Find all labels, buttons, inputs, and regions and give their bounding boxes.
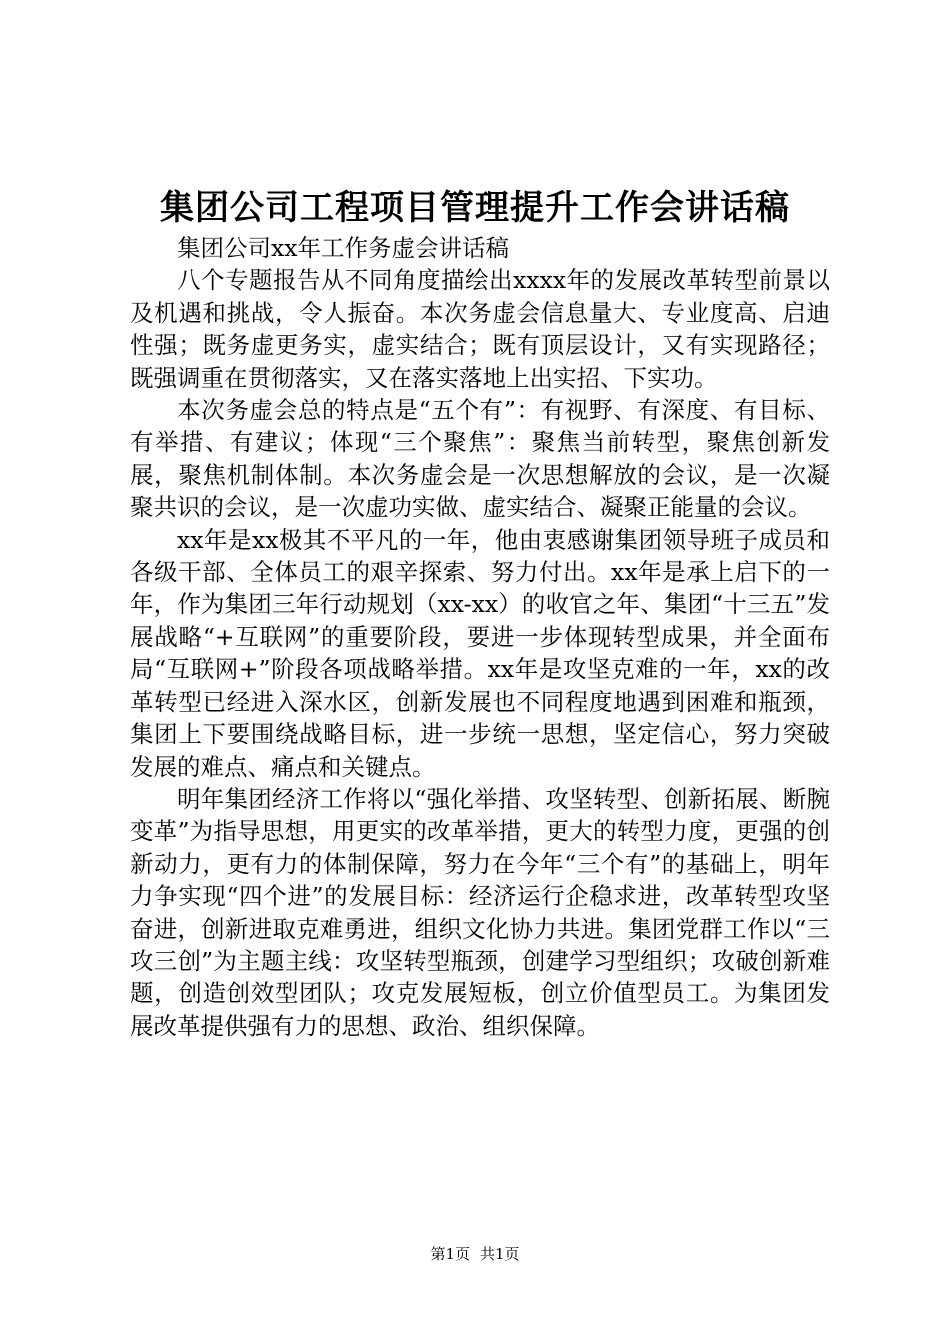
paragraph: 本次务虚会总的特点是“五个有”：有视野、有深度、有目标、有举措、有建议；体现“三个聚焦”：聚焦当前转型，聚焦创新发展，聚焦机制体制。本次务虚会是一次思想解放的会议，是一次凝聚共识的会议，是一次虚功实做、虚实结合、凝聚正能量的会议。 <box>130 396 830 522</box>
page-number-total: 共1页 <box>480 1245 520 1263</box>
paragraph: 明年集团经济工作将以“强化举措、攻坚转型、创新拓展、断腕变革”为指导思想，用更实的改革举措，更大的转型力度，更强的创新动力，更有力的体制保障，努力在今年“三个有”的基础上，明年力争实现“四个进”的发展目标：经济运行企稳求进，改革转型攻坚奋进，创新进取克难勇进，组织文化协力共进。集团党群工作以“三攻三创”为主题主线：攻坚转型瓶颈，创建学习型组织；攻破创新难题，创造创效型团队；攻克发展短板，创立价值型员工。为集团发展改革提供强有力的思想、政治、组织保障。 <box>130 784 830 1040</box>
paragraph: 八个专题报告从不同角度描绘出xxxx年的发展改革转型前景以及机遇和挑战，令人振奋。本次务虚会信息量大、专业度高、启迪性强；既务虚更务实，虚实结合；既有顶层设计，又有实现路径；既强调重在贯彻落实，又在落实落地上出实招、下实功。 <box>130 266 830 392</box>
paragraph: xx年是xx极其不平凡的一年，他由衷感谢集团领导班子成员和各级干部、全体员工的艰辛探索、努力付出。xx年是承上启下的一年，作为集团三年行动规划（xx-xx）的收官之年、集团“十三五”发展战略“+互联网”的重要阶段，要进一步体现转型成果，并全面布局“互联网+”阶段各项战略举措。xx年是攻坚克难的一年，xx的改革转型已经进入深水区，创新发展也不同程度地遇到困难和瓶颈，集团上下要围绕战略目标，进一步统一思想，坚定信心，努力突破发展的难点、痛点和关键点。 <box>130 525 830 781</box>
paragraph-subtitle: 集团公司xx年工作务虚会讲话稿 <box>177 234 510 262</box>
document-body <box>130 232 830 1042</box>
page-footer <box>0 1244 950 1264</box>
page-number-current: 第1页 <box>430 1245 470 1263</box>
document-title: 集团公司工程项目管理提升工作会讲话稿 <box>160 188 790 228</box>
